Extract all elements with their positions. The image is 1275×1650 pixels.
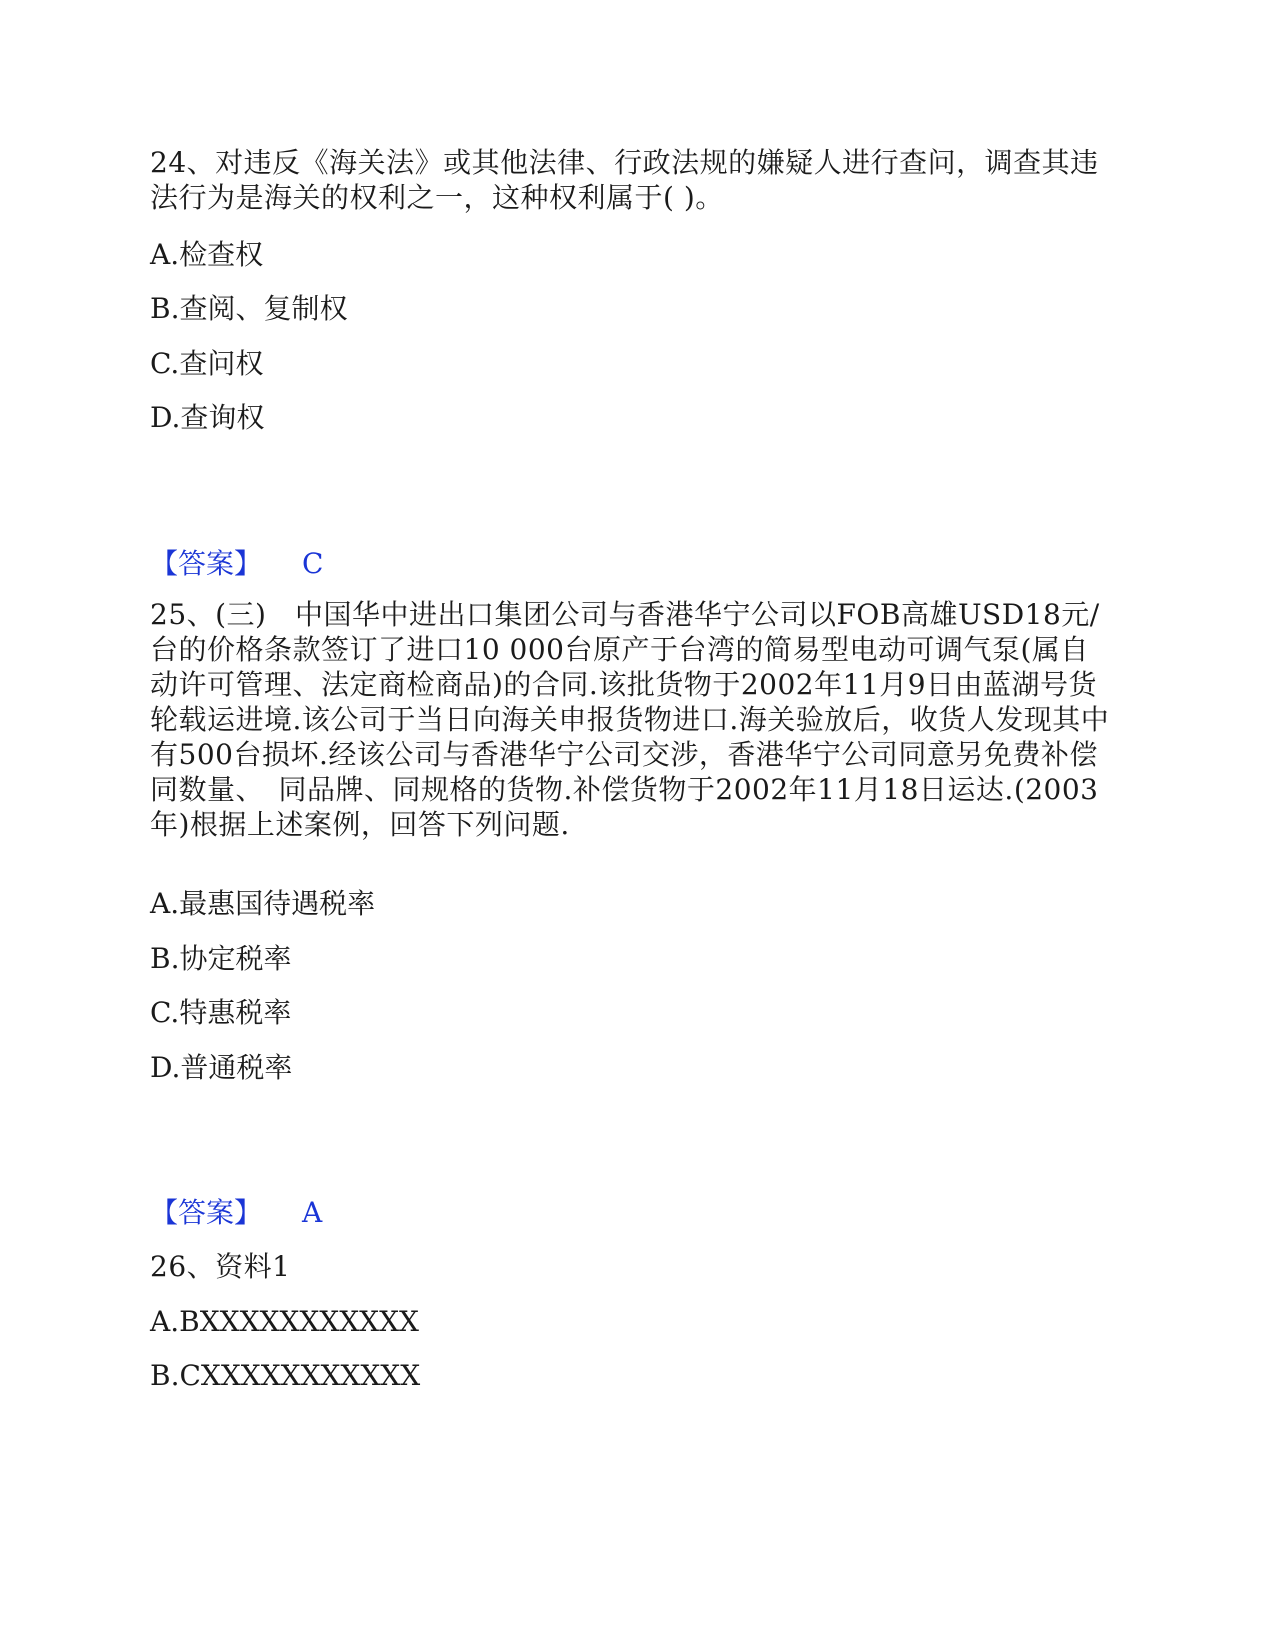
question-24-option-c: C.查问权 xyxy=(150,347,264,380)
question-25-option-d: D.普通税率 xyxy=(150,1051,293,1084)
question-26-option-b: B.CXXXXXXXXXXX xyxy=(150,1359,421,1392)
answer-label: 【答案】 xyxy=(150,1196,263,1229)
question-26-text: 26、资料1 xyxy=(150,1250,291,1283)
question-24-option-a: A.检查权 xyxy=(150,238,264,271)
question-25-option-c: C.特惠税率 xyxy=(150,996,292,1029)
answer-label: 【答案】 xyxy=(150,547,263,580)
question-24-option-b: B.查阅、复制权 xyxy=(150,292,348,325)
question-25-answer xyxy=(150,1195,322,1230)
question-25-option-a: A.最惠国待遇税率 xyxy=(150,887,376,920)
question-25-option-b: B.协定税率 xyxy=(150,942,292,975)
answer-value: A xyxy=(302,1196,323,1229)
question-24-answer xyxy=(150,546,323,581)
answer-value: C xyxy=(302,547,324,580)
document-page xyxy=(150,0,1110,1650)
question-24-option-d: D.查询权 xyxy=(150,401,265,434)
question-25-text: 25、(三) 中国华中进出口集团公司与香港华宁公司以FOB高雄USD18元/台的价格条款签订了进口10 000台原产于台湾的简易型电动可调气泵(属自动许可管理、法定商检商品)的合同.该批货物于2002年11月9日由蓝湖号货轮载运进境.该公司于当日向海关申报货物进口.海关验放后，收货人发现其中有500台损坏.经该公司与香港华宁公司交涉，香港华宁公司同意另免费补偿同数量、 同品牌、同规格的货物.补偿货物于2002年11月18日运达.(2003年)根据上述案例，回答下列问题. xyxy=(150,598,1110,841)
question-24-text: 24、对违反《海关法》或其他法律、行政法规的嫌疑人进行查问，调查其违法行为是海关的权利之一，这种权利属于( )。 xyxy=(150,146,1099,214)
question-26-option-a: A.BXXXXXXXXXXX xyxy=(150,1305,419,1338)
